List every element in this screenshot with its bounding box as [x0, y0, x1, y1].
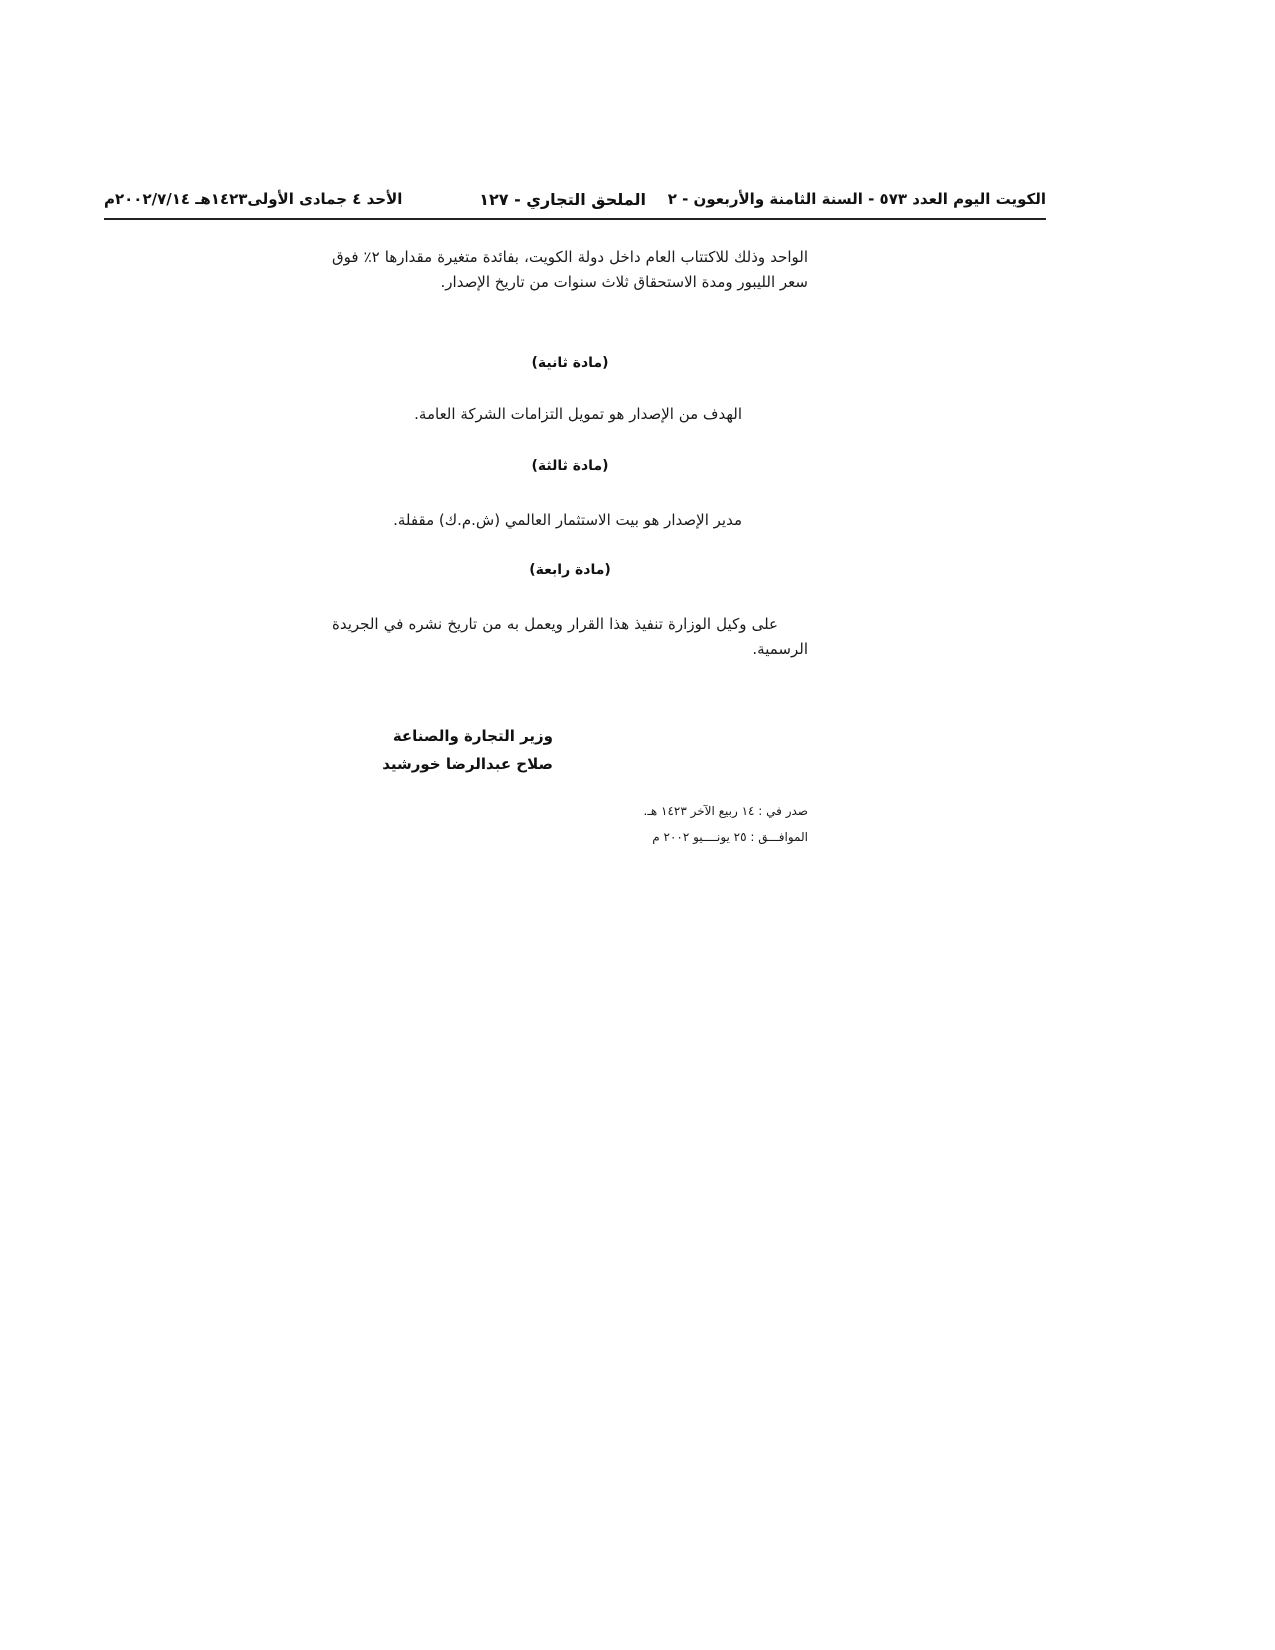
article-4-text: على وكيل الوزارة تنفيذ هذا القرار ويعمل به من تاريخ نشره في الجريدة الرسمية.: [332, 615, 808, 658]
issued-hijri-date: صدر في : ١٤ ربيع الآخر ١٤٢٣ هـ.: [643, 804, 808, 818]
signatory-title: وزير التجارة والصناعة: [392, 727, 553, 745]
article-3-heading: (مادة ثالثة): [531, 458, 609, 474]
signature-block: [313, 722, 553, 778]
page-header: [104, 188, 1046, 220]
article-3-text: مدير الإصدار هو بيت الاستثمار العالمي (ش.م.ك) مقفلة.: [393, 511, 742, 529]
issue-date-block: [568, 798, 808, 850]
article-2-text: الهدف من الإصدار هو تمويل التزامات الشركة العامة.: [414, 405, 742, 423]
signatory-name: صلاح عبدالرضا خورشيد: [382, 755, 553, 773]
header-date: الأحد ٤ جمادى الأولى١٤٢٣هـ ٢٠٠٢/٧/١٤م: [104, 190, 403, 208]
article-2-heading: (مادة ثانية): [531, 355, 609, 371]
intro-paragraph: الواحد وذلك للاكتتاب العام داخل دولة الكويت، بفائدة متغيرة مقدارها ٢٪ فوق سعر الليبور ومدة الاستحقاق ثلاث سنوات من تاريخ الإصدار.: [332, 248, 808, 291]
header-supplement: الملحق التجاري - ١٢٧: [479, 190, 646, 209]
article-4-heading: (مادة رابعة): [529, 562, 611, 578]
header-issue-info: الكويت اليوم العدد ٥٧٣ - السنة الثامنة والأربعون - ٢: [667, 190, 1046, 208]
issued-gregorian-date: الموافـــق : ٢٥ يونــــيو ٢٠٠٢ م: [652, 830, 808, 844]
